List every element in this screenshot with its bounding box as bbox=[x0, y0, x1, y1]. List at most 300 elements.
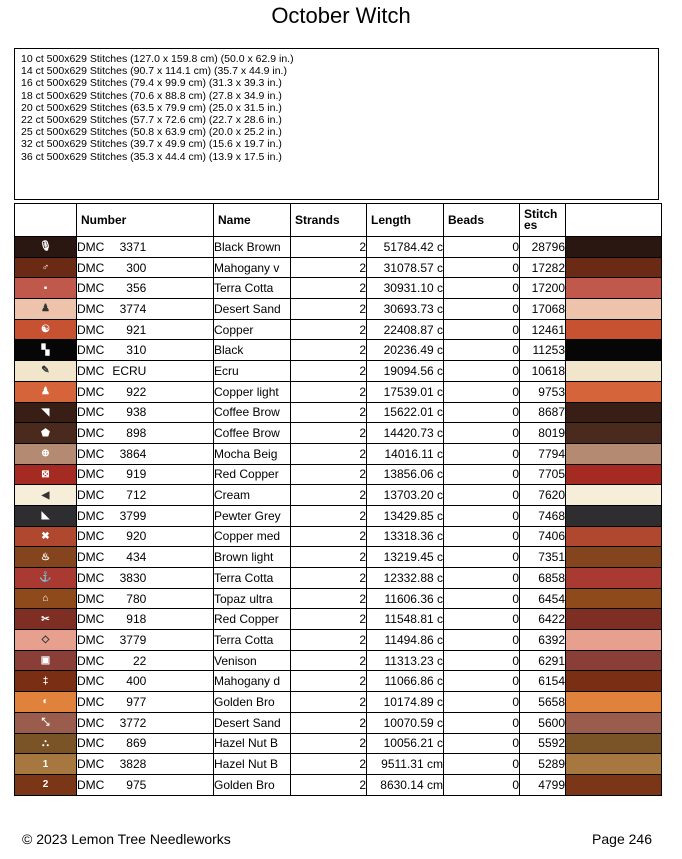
floss-brand: DMC bbox=[77, 384, 105, 399]
floss-beads: 0 bbox=[444, 505, 520, 526]
floss-name: Venison bbox=[214, 650, 291, 671]
floss-name: Red Copper bbox=[214, 609, 291, 630]
floss-brand: DMC bbox=[77, 777, 105, 792]
table-row bbox=[15, 340, 662, 361]
symbol-cell bbox=[15, 712, 77, 733]
floss-name: Black bbox=[214, 340, 291, 361]
fabric-size-line: 25 ct 500x629 Stitches (50.8 x 63.9 cm) (20.0 x 25.2 in.) bbox=[21, 126, 282, 139]
floss-strands: 2 bbox=[291, 526, 367, 547]
symbol-cell bbox=[15, 547, 77, 568]
header-name: Name bbox=[214, 204, 291, 237]
floss-beads: 0 bbox=[444, 402, 520, 423]
floss-brand: DMC bbox=[77, 529, 105, 544]
color-swatch bbox=[566, 671, 662, 692]
floss-name: Terra Cotta bbox=[214, 278, 291, 299]
floss-code: 922 bbox=[126, 384, 147, 399]
floss-brand: DMC bbox=[77, 405, 105, 420]
floss-code: 938 bbox=[126, 405, 147, 420]
color-swatch bbox=[566, 237, 662, 258]
floss-name: Topaz ultra bbox=[214, 588, 291, 609]
floss-length: 10174.89 c bbox=[367, 692, 444, 713]
floss-stitches: 4799 bbox=[520, 774, 566, 795]
floss-brand: DMC bbox=[77, 260, 105, 275]
floss-name: Brown light bbox=[214, 547, 291, 568]
floss-stitches: 6422 bbox=[520, 609, 566, 630]
floss-code: 22 bbox=[132, 653, 147, 668]
color-swatch bbox=[566, 630, 662, 651]
floss-name: Pewter Grey bbox=[214, 505, 291, 526]
floss-name: Coffee Brow bbox=[214, 423, 291, 444]
floss-name: Mahogany v bbox=[214, 257, 291, 278]
floss-beads: 0 bbox=[444, 650, 520, 671]
floss-brand: DMC bbox=[77, 281, 105, 296]
fabric-size-line: 14 ct 500x629 Stitches (90.7 x 114.1 cm) (35.7 x 44.9 in.) bbox=[21, 65, 287, 78]
stitch-symbol-icon: ♨ bbox=[41, 551, 50, 563]
floss-strands: 2 bbox=[291, 630, 367, 651]
floss-brand: DMC bbox=[77, 488, 105, 503]
floss-name: Copper bbox=[214, 319, 291, 340]
color-swatch bbox=[566, 526, 662, 547]
floss-beads: 0 bbox=[444, 340, 520, 361]
floss-strands: 2 bbox=[291, 568, 367, 589]
floss-stitches: 7406 bbox=[520, 526, 566, 547]
floss-stitches: 7351 bbox=[520, 547, 566, 568]
color-swatch bbox=[566, 733, 662, 754]
table-row bbox=[15, 319, 662, 340]
floss-name: Cream bbox=[214, 485, 291, 506]
floss-strands: 2 bbox=[291, 754, 367, 775]
color-swatch bbox=[566, 754, 662, 775]
floss-strands: 2 bbox=[291, 712, 367, 733]
page-title: October Witch bbox=[271, 3, 411, 28]
color-swatch bbox=[566, 423, 662, 444]
table-row bbox=[15, 443, 662, 464]
stitch-symbol-icon: ◐ bbox=[42, 696, 49, 708]
table-row bbox=[15, 609, 662, 630]
floss-code: 3864 bbox=[119, 446, 147, 461]
floss-strands: 2 bbox=[291, 381, 367, 402]
floss-stitches: 17200 bbox=[520, 278, 566, 299]
floss-brand: DMC bbox=[77, 363, 105, 378]
floss-beads: 0 bbox=[444, 692, 520, 713]
floss-number bbox=[77, 692, 214, 713]
floss-beads: 0 bbox=[444, 237, 520, 258]
floss-beads: 0 bbox=[444, 526, 520, 547]
color-swatch bbox=[566, 712, 662, 733]
floss-strands: 2 bbox=[291, 774, 367, 795]
table-row bbox=[15, 381, 662, 402]
table-row bbox=[15, 630, 662, 651]
floss-name: Desert Sand bbox=[214, 299, 291, 320]
floss-number bbox=[77, 423, 214, 444]
color-swatch bbox=[566, 650, 662, 671]
floss-code: 300 bbox=[126, 260, 147, 275]
floss-beads: 0 bbox=[444, 278, 520, 299]
table-row bbox=[15, 299, 662, 320]
color-swatch bbox=[566, 443, 662, 464]
floss-stitches: 7468 bbox=[520, 505, 566, 526]
floss-strands: 2 bbox=[291, 485, 367, 506]
floss-strands: 2 bbox=[291, 361, 367, 382]
floss-name: Coffee Brow bbox=[214, 402, 291, 423]
header-number: Number bbox=[77, 204, 214, 237]
floss-beads: 0 bbox=[444, 547, 520, 568]
floss-number bbox=[77, 609, 214, 630]
stitch-symbol-icon: ⚓ bbox=[39, 572, 52, 584]
floss-strands: 2 bbox=[291, 402, 367, 423]
fabric-size-box bbox=[14, 48, 659, 200]
floss-name: Mocha Beig bbox=[214, 443, 291, 464]
floss-stitches: 7705 bbox=[520, 464, 566, 485]
header-stitches-line2: es bbox=[524, 218, 538, 232]
stitch-symbol-icon: ♟ bbox=[41, 386, 50, 398]
floss-number bbox=[77, 340, 214, 361]
floss-length: 13219.45 c bbox=[367, 547, 444, 568]
floss-beads: 0 bbox=[444, 671, 520, 692]
stitch-symbol-icon: ◥ bbox=[41, 406, 50, 418]
floss-brand: DMC bbox=[77, 322, 105, 337]
table-row bbox=[15, 733, 662, 754]
symbol-cell bbox=[15, 526, 77, 547]
floss-code: 434 bbox=[126, 550, 147, 565]
floss-number bbox=[77, 712, 214, 733]
stitch-symbol-icon: ⬟ bbox=[41, 427, 50, 439]
fabric-size-line: 36 ct 500x629 Stitches (35.3 x 44.4 cm) (13.9 x 17.5 in.) bbox=[21, 150, 282, 163]
floss-brand: DMC bbox=[77, 446, 105, 461]
table-row bbox=[15, 423, 662, 444]
floss-length: 14420.73 c bbox=[367, 423, 444, 444]
symbol-cell bbox=[15, 443, 77, 464]
floss-brand: DMC bbox=[77, 591, 105, 606]
color-swatch bbox=[566, 299, 662, 320]
floss-stitches: 6392 bbox=[520, 630, 566, 651]
floss-strands: 2 bbox=[291, 257, 367, 278]
floss-brand: DMC bbox=[77, 674, 105, 689]
floss-code: 977 bbox=[126, 694, 147, 709]
table-row bbox=[15, 464, 662, 485]
fabric-size-line: 16 ct 500x629 Stitches (79.4 x 99.9 cm) (31.3 x 39.3 in.) bbox=[21, 77, 282, 90]
floss-stitches: 28796 bbox=[520, 237, 566, 258]
floss-brand: DMC bbox=[77, 550, 105, 565]
header-swatch bbox=[566, 204, 662, 237]
table-row bbox=[15, 402, 662, 423]
header-stitches bbox=[520, 204, 566, 237]
stitch-symbol-icon: ⛬ bbox=[42, 737, 49, 749]
table-header-row bbox=[15, 204, 662, 237]
floss-beads: 0 bbox=[444, 443, 520, 464]
floss-number bbox=[77, 237, 214, 258]
stitch-symbol-icon: ✎ bbox=[41, 365, 50, 377]
symbol-cell bbox=[15, 381, 77, 402]
floss-code: 3371 bbox=[119, 239, 147, 254]
symbol-cell bbox=[15, 485, 77, 506]
floss-number bbox=[77, 547, 214, 568]
table-row bbox=[15, 588, 662, 609]
floss-number bbox=[77, 381, 214, 402]
floss-length: 10056.21 c bbox=[367, 733, 444, 754]
floss-name: Terra Cotta bbox=[214, 568, 291, 589]
floss-code: 869 bbox=[126, 736, 147, 751]
stitch-symbol-icon: 🎙 bbox=[39, 241, 52, 253]
floss-name: Mahogany d bbox=[214, 671, 291, 692]
table-row bbox=[15, 361, 662, 382]
floss-number bbox=[77, 485, 214, 506]
symbol-cell bbox=[15, 588, 77, 609]
floss-name: Hazel Nut B bbox=[214, 733, 291, 754]
symbol-cell bbox=[15, 671, 77, 692]
symbol-cell bbox=[15, 505, 77, 526]
floss-length: 11066.86 c bbox=[367, 671, 444, 692]
floss-code: 975 bbox=[126, 777, 147, 792]
floss-brand: DMC bbox=[77, 301, 105, 316]
stitch-symbol-icon: ⌂ bbox=[42, 593, 49, 605]
table-row bbox=[15, 278, 662, 299]
floss-strands: 2 bbox=[291, 319, 367, 340]
color-swatch bbox=[566, 319, 662, 340]
floss-strands: 2 bbox=[291, 423, 367, 444]
floss-number bbox=[77, 774, 214, 795]
header-strands: Strands bbox=[291, 204, 367, 237]
floss-name: Golden Bro bbox=[214, 774, 291, 795]
floss-code: 780 bbox=[126, 591, 147, 606]
floss-length: 13703.20 c bbox=[367, 485, 444, 506]
floss-code: 3774 bbox=[119, 301, 147, 316]
fabric-size-line: 18 ct 500x629 Stitches (70.6 x 88.8 cm) (27.8 x 34.9 in.) bbox=[21, 89, 282, 102]
stitch-symbol-icon: ☯ bbox=[41, 324, 50, 336]
floss-length: 11494.86 c bbox=[367, 630, 444, 651]
floss-length: 13429.85 c bbox=[367, 505, 444, 526]
floss-number bbox=[77, 588, 214, 609]
floss-name: Red Copper bbox=[214, 464, 291, 485]
stitch-symbol-icon: ⤡ bbox=[41, 717, 50, 729]
floss-brand: DMC bbox=[77, 757, 105, 772]
footer-page-number: Page 246 bbox=[592, 831, 652, 847]
color-swatch bbox=[566, 464, 662, 485]
table-row bbox=[15, 237, 662, 258]
table-row bbox=[15, 257, 662, 278]
floss-beads: 0 bbox=[444, 630, 520, 651]
floss-strands: 2 bbox=[291, 588, 367, 609]
color-swatch bbox=[566, 278, 662, 299]
floss-length: 13318.36 c bbox=[367, 526, 444, 547]
floss-number bbox=[77, 650, 214, 671]
floss-code: 400 bbox=[126, 674, 147, 689]
floss-code: 3772 bbox=[119, 715, 147, 730]
floss-beads: 0 bbox=[444, 361, 520, 382]
color-swatch bbox=[566, 774, 662, 795]
floss-length: 10070.59 c bbox=[367, 712, 444, 733]
floss-number bbox=[77, 443, 214, 464]
table-row bbox=[15, 547, 662, 568]
floss-name: Hazel Nut B bbox=[214, 754, 291, 775]
floss-strands: 2 bbox=[291, 547, 367, 568]
stitch-symbol-icon: ✖ bbox=[41, 530, 50, 542]
fabric-size-line: 20 ct 500x629 Stitches (63.5 x 79.9 cm) (25.0 x 31.5 in.) bbox=[21, 101, 282, 114]
stitch-symbol-icon: ◇ bbox=[41, 634, 50, 646]
symbol-cell bbox=[15, 650, 77, 671]
floss-code: 712 bbox=[126, 488, 147, 503]
symbol-cell bbox=[15, 609, 77, 630]
table-row bbox=[15, 712, 662, 733]
floss-stitches: 7620 bbox=[520, 485, 566, 506]
floss-strands: 2 bbox=[291, 650, 367, 671]
floss-stitches: 17282 bbox=[520, 257, 566, 278]
stitch-symbol-icon: 1 bbox=[42, 758, 49, 770]
floss-beads: 0 bbox=[444, 299, 520, 320]
table-row bbox=[15, 485, 662, 506]
floss-strands: 2 bbox=[291, 237, 367, 258]
floss-length: 11548.81 c bbox=[367, 609, 444, 630]
floss-strands: 2 bbox=[291, 278, 367, 299]
fabric-size-line: 22 ct 500x629 Stitches (57.7 x 72.6 cm) (22.7 x 28.6 in.) bbox=[21, 114, 282, 127]
floss-beads: 0 bbox=[444, 423, 520, 444]
color-swatch bbox=[566, 485, 662, 506]
floss-number bbox=[77, 526, 214, 547]
floss-number bbox=[77, 505, 214, 526]
floss-number bbox=[77, 568, 214, 589]
floss-length: 31078.57 c bbox=[367, 257, 444, 278]
floss-length: 14016.11 c bbox=[367, 443, 444, 464]
floss-length: 9511.31 cm bbox=[367, 754, 444, 775]
symbol-cell bbox=[15, 361, 77, 382]
header-beads: Beads bbox=[444, 204, 520, 237]
floss-code: 920 bbox=[126, 529, 147, 544]
color-swatch bbox=[566, 257, 662, 278]
color-swatch bbox=[566, 568, 662, 589]
floss-stitches: 8019 bbox=[520, 423, 566, 444]
floss-number bbox=[77, 754, 214, 775]
floss-number bbox=[77, 299, 214, 320]
floss-code: 898 bbox=[126, 426, 147, 441]
color-swatch bbox=[566, 361, 662, 382]
floss-strands: 2 bbox=[291, 692, 367, 713]
floss-code: 919 bbox=[126, 467, 147, 482]
stitch-symbol-icon: ♟ bbox=[41, 303, 50, 315]
symbol-cell bbox=[15, 692, 77, 713]
floss-beads: 0 bbox=[444, 485, 520, 506]
stitch-symbol-icon: ▪ bbox=[43, 282, 48, 294]
floss-stitches: 17068 bbox=[520, 299, 566, 320]
floss-strands: 2 bbox=[291, 443, 367, 464]
floss-code: 3799 bbox=[119, 508, 147, 523]
floss-number bbox=[77, 361, 214, 382]
floss-stitches: 7794 bbox=[520, 443, 566, 464]
floss-length: 19094.56 c bbox=[367, 361, 444, 382]
floss-number bbox=[77, 671, 214, 692]
floss-name: Copper med bbox=[214, 526, 291, 547]
stitch-symbol-icon: ✂ bbox=[41, 613, 50, 625]
floss-brand: DMC bbox=[77, 239, 105, 254]
floss-number bbox=[77, 257, 214, 278]
floss-strands: 2 bbox=[291, 299, 367, 320]
stitch-symbol-icon: ◀ bbox=[41, 489, 50, 501]
floss-length: 30693.73 c bbox=[367, 299, 444, 320]
symbol-cell bbox=[15, 568, 77, 589]
stitch-symbol-icon: ▣ bbox=[40, 655, 51, 667]
stitch-symbol-icon: ⊕ bbox=[41, 448, 50, 460]
table-row bbox=[15, 754, 662, 775]
color-swatch bbox=[566, 609, 662, 630]
floss-stitches: 6454 bbox=[520, 588, 566, 609]
footer-copyright: © 2023 Lemon Tree Needleworks bbox=[22, 831, 231, 847]
floss-brand: DMC bbox=[77, 570, 105, 585]
floss-code: 3830 bbox=[119, 570, 147, 585]
floss-length: 12332.88 c bbox=[367, 568, 444, 589]
header-length: Length bbox=[367, 204, 444, 237]
floss-length: 15622.01 c bbox=[367, 402, 444, 423]
stitch-symbol-icon: ⊠ bbox=[41, 468, 50, 480]
floss-brand: DMC bbox=[77, 653, 105, 668]
floss-length: 11606.36 c bbox=[367, 588, 444, 609]
fabric-size-line: 32 ct 500x629 Stitches (39.7 x 49.9 cm) (15.6 x 19.7 in.) bbox=[21, 138, 282, 151]
color-swatch bbox=[566, 381, 662, 402]
symbol-cell bbox=[15, 278, 77, 299]
stitch-symbol-icon: ♂ bbox=[41, 262, 50, 274]
floss-code: 3779 bbox=[119, 632, 147, 647]
floss-beads: 0 bbox=[444, 712, 520, 733]
floss-name: Desert Sand bbox=[214, 712, 291, 733]
floss-brand: DMC bbox=[77, 736, 105, 751]
floss-strands: 2 bbox=[291, 505, 367, 526]
floss-stitches: 8687 bbox=[520, 402, 566, 423]
floss-number bbox=[77, 278, 214, 299]
symbol-cell bbox=[15, 630, 77, 651]
table-row bbox=[15, 671, 662, 692]
stitch-symbol-icon: ◣ bbox=[41, 510, 50, 522]
floss-beads: 0 bbox=[444, 257, 520, 278]
floss-length: 22408.87 c bbox=[367, 319, 444, 340]
floss-name: Golden Bro bbox=[214, 692, 291, 713]
floss-stitches: 6858 bbox=[520, 568, 566, 589]
floss-brand: DMC bbox=[77, 632, 105, 647]
floss-stitches: 5600 bbox=[520, 712, 566, 733]
symbol-cell bbox=[15, 340, 77, 361]
floss-code: 356 bbox=[126, 281, 147, 296]
floss-length: 20236.49 c bbox=[367, 340, 444, 361]
symbol-cell bbox=[15, 402, 77, 423]
table-row bbox=[15, 774, 662, 795]
symbol-cell bbox=[15, 774, 77, 795]
color-swatch bbox=[566, 402, 662, 423]
floss-beads: 0 bbox=[444, 754, 520, 775]
floss-length: 13856.06 c bbox=[367, 464, 444, 485]
floss-brand: DMC bbox=[77, 426, 105, 441]
floss-number bbox=[77, 464, 214, 485]
floss-beads: 0 bbox=[444, 774, 520, 795]
symbol-cell bbox=[15, 733, 77, 754]
floss-strands: 2 bbox=[291, 733, 367, 754]
floss-strands: 2 bbox=[291, 464, 367, 485]
symbol-cell bbox=[15, 319, 77, 340]
symbol-cell bbox=[15, 237, 77, 258]
floss-beads: 0 bbox=[444, 609, 520, 630]
table-row bbox=[15, 568, 662, 589]
floss-name: Black Brown bbox=[214, 237, 291, 258]
fabric-size-line: 10 ct 500x629 Stitches (127.0 x 159.8 cm) (50.0 x 62.9 in.) bbox=[21, 53, 294, 65]
floss-number bbox=[77, 733, 214, 754]
floss-brand: DMC bbox=[77, 694, 105, 709]
floss-length: 17539.01 c bbox=[367, 381, 444, 402]
floss-table bbox=[14, 203, 662, 796]
floss-number bbox=[77, 402, 214, 423]
floss-beads: 0 bbox=[444, 568, 520, 589]
floss-name: Copper light bbox=[214, 381, 291, 402]
floss-brand: DMC bbox=[77, 715, 105, 730]
floss-stitches: 5658 bbox=[520, 692, 566, 713]
floss-beads: 0 bbox=[444, 464, 520, 485]
floss-strands: 2 bbox=[291, 340, 367, 361]
floss-beads: 0 bbox=[444, 733, 520, 754]
